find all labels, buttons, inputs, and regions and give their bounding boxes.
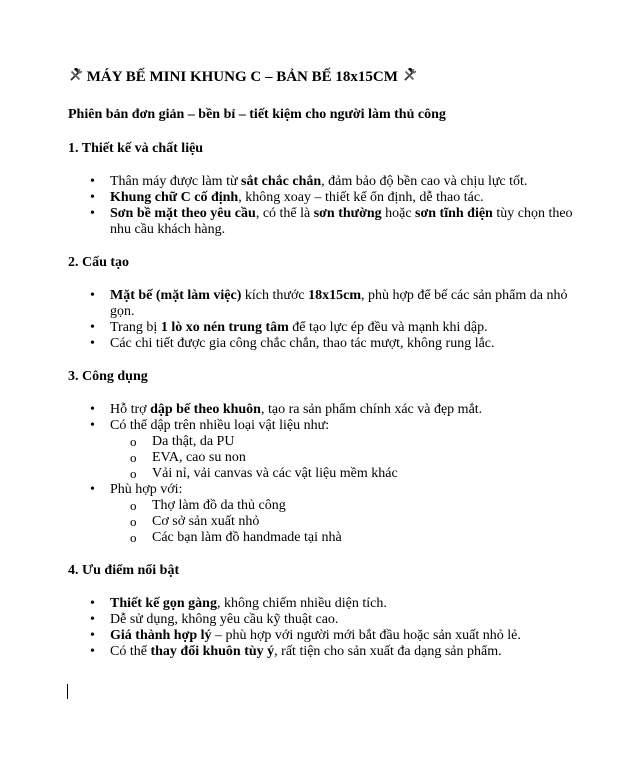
list-item: • Hỗ trợ dập bế theo khuôn, tạo ra sản phẩm chính xác và đẹp mắt. xyxy=(68,402,588,418)
sub-list-item: o Thợ làm đồ da thủ công xyxy=(110,498,588,514)
list-item: • Có thể dập trên nhiều loại vật liệu như: o Da thật, da PU o EVA, cao su non o Vải nỉ, vải canvas và các vật liệu mềm khác xyxy=(68,418,588,482)
sub-list-item: o Cơ sở sản xuất nhỏ xyxy=(110,514,588,530)
section-heading-usage: 3. Công dụng xyxy=(68,369,148,384)
list-item: • Thiết kế gọn gàng, không chiếm nhiều diện tích. xyxy=(68,596,588,612)
sub-list-materials xyxy=(110,434,588,482)
list-item: • Giá thành hợp lý – phù hợp với người mới bắt đầu hoặc sản xuất nhỏ lẻ. xyxy=(68,628,588,644)
bullet-list-structure xyxy=(68,288,588,352)
section-heading-advantages: 4. Ưu điểm nổi bật xyxy=(68,563,180,578)
list-item: • Thân máy được làm từ sắt chắc chắn, đảm bảo độ bền cao và chịu lực tốt. xyxy=(68,174,588,190)
title-text: MÁY BẾ MINI KHUNG C – BẢN BẾ 18x15CM xyxy=(86,69,398,85)
list-item: • Trang bị 1 lò xo nén trung tâm để tạo lực ép đều và mạnh khi dập. xyxy=(68,320,588,336)
bullet-list-usage xyxy=(68,402,588,546)
section-heading-design: 1. Thiết kế và chất liệu xyxy=(68,141,204,156)
list-item: • Mặt bế (mặt làm việc) kích thước 18x15cm, phù hợp để bế các sản phẩm da nhỏ gọn. xyxy=(68,288,588,320)
list-item: • Có thể thay đổi khuôn tùy ý, rất tiện cho sản xuất đa dạng sản phẩm. xyxy=(68,644,588,660)
document-subtitle: Phiên bản đơn giản – bền bỉ – tiết kiệm cho người làm thủ công xyxy=(68,107,446,122)
list-item: • Các chi tiết được gia công chắc chắn, thao tác mượt, không rung lắc. xyxy=(68,336,588,352)
document-body xyxy=(68,64,588,676)
sub-list-item: o Vải nỉ, vải canvas và các vật liệu mềm khác xyxy=(110,466,588,482)
list-item: • Khung chữ C cố định, không xoay – thiết kế ổn định, dễ thao tác. xyxy=(68,190,588,206)
text-cursor[interactable] xyxy=(67,684,68,699)
bullet-list-advantages xyxy=(68,596,588,660)
sub-list-item: o Các bạn làm đồ handmade tại nhà xyxy=(110,530,588,546)
bullet-list-design xyxy=(68,174,588,238)
list-item: • Sơn bề mặt theo yêu cầu, có thể là sơn thường hoặc sơn tĩnh điện tùy chọn theo nhu cầu khách hàng. xyxy=(68,206,588,238)
sub-list-item: o Da thật, da PU xyxy=(110,434,588,450)
hammer-wrench-icon xyxy=(68,68,83,83)
list-item: • Dễ sử dụng, không yêu cầu kỹ thuật cao. xyxy=(68,612,588,628)
sub-list-item: o EVA, cao su non xyxy=(110,450,588,466)
sub-list-audience xyxy=(110,498,588,546)
document-title xyxy=(68,64,588,90)
hammer-wrench-icon xyxy=(402,68,417,83)
section-heading-structure: 2. Cấu tạo xyxy=(68,255,130,270)
list-item: • Phù hợp với: o Thợ làm đồ da thủ công o Cơ sở sản xuất nhỏ o Các bạn làm đồ handmade tại nhà xyxy=(68,482,588,546)
